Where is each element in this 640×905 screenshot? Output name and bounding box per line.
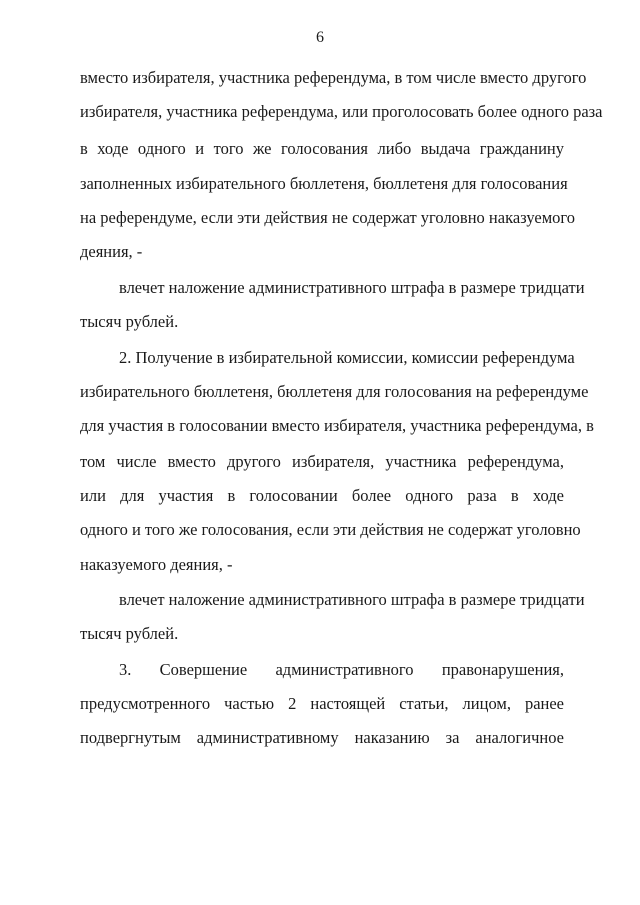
text-line: наказуемого деяния, - xyxy=(80,555,233,574)
page-number: 6 xyxy=(316,29,324,46)
text-line: вместо избирателя, участника референдума, в том числе вместо другого xyxy=(80,68,587,87)
text-line: заполненных избирательного бюллетеня, бюллетеня для голосования xyxy=(80,174,568,193)
text-line: влечет наложение административного штрафа в размере тридцати xyxy=(119,278,585,297)
text-line: одного и того же голосования, если эти действия не содержат уголовно xyxy=(80,520,581,539)
paragraph-2-first-line: 2. Получение в избирательной комиссии, комиссии референдума xyxy=(119,348,575,367)
text-line: для участия в голосовании вместо избирателя, участника референдума, в xyxy=(80,416,594,435)
text-line: предусмотренного частью 2 настоящей статьи, лицом, ранее xyxy=(80,694,564,713)
text-line: деяния, - xyxy=(80,242,143,261)
text-line: том числе вместо другого избирателя, участника референдума, xyxy=(80,452,564,471)
text-line: на референдуме, если эти действия не содержат уголовно наказуемого xyxy=(80,208,575,227)
text-line: избирательного бюллетеня, бюллетеня для голосования на референдуме xyxy=(80,382,589,401)
paragraph-3-first-line: 3. Совершение административного правонарушения, xyxy=(119,660,564,679)
text-line: тысяч рублей. xyxy=(80,312,179,331)
text-line: избирателя, участника референдума, или проголосовать более одного раза xyxy=(80,102,603,121)
text-line: подвергнутым административному наказанию за аналогичное xyxy=(80,728,564,747)
text-line: тысяч рублей. xyxy=(80,624,179,643)
text-line: или для участия в голосовании более одного раза в ходе xyxy=(80,486,564,505)
text-line: влечет наложение административного штрафа в размере тридцати xyxy=(119,590,585,609)
text-line: в ходе одного и того же голосования либо выдача гражданину xyxy=(80,139,564,158)
